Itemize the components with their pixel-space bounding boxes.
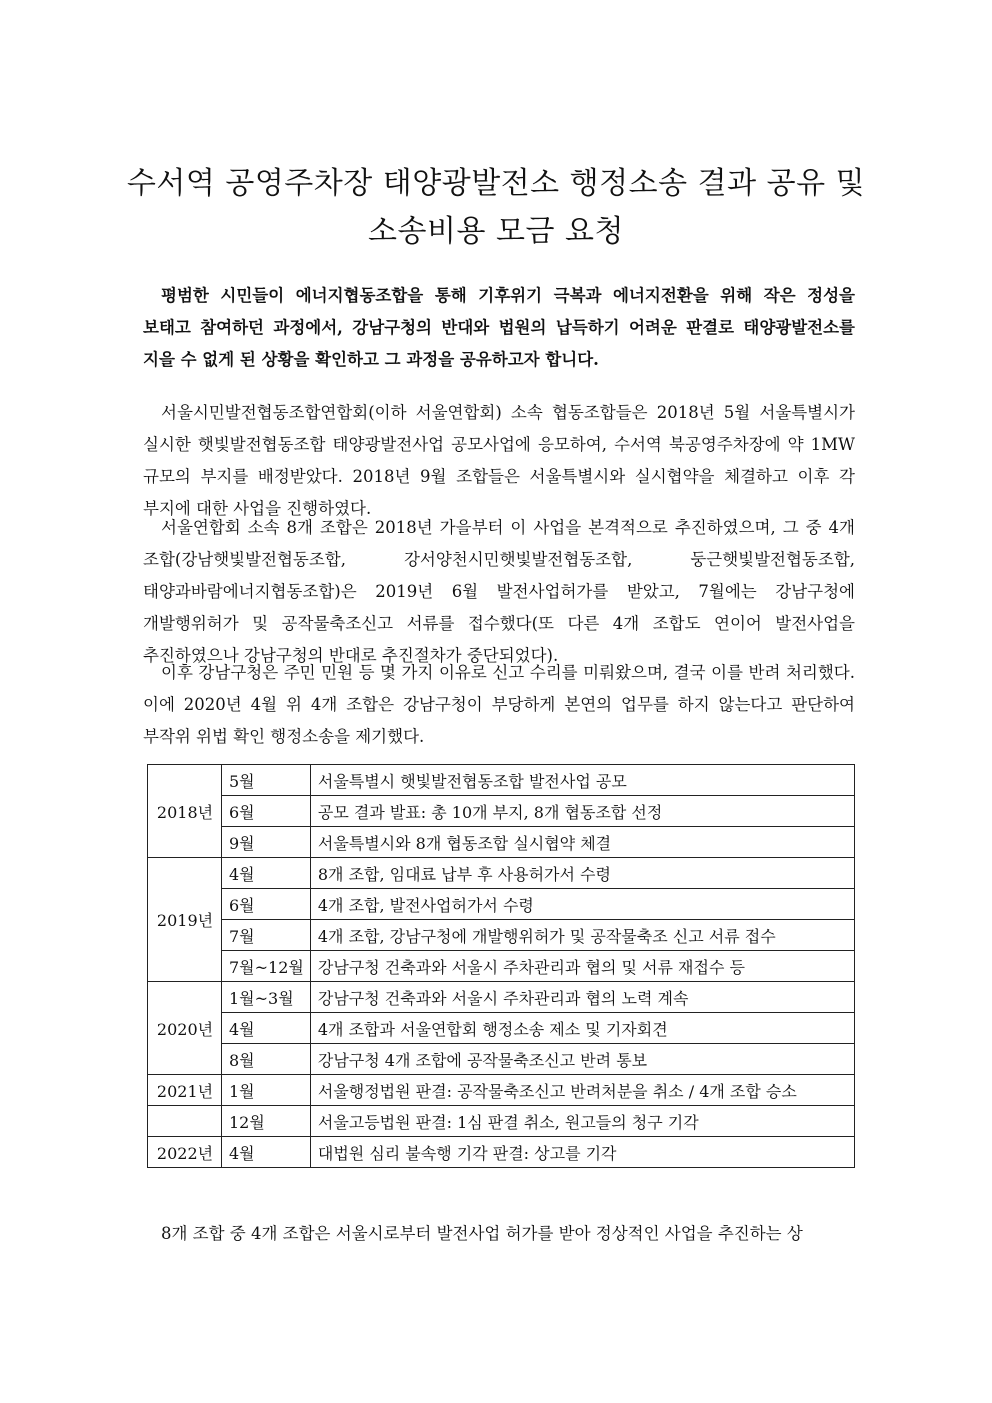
month-cell: 1월~3월 [222, 982, 311, 1013]
event-cell: 서울고등법원 판결: 1심 판결 취소, 원고들의 청구 기각 [310, 1106, 854, 1137]
paragraph-background: 서울시민발전협동조합연합회(이하 서울연합회) 소속 협동조합들은 2018년 5월 서울특별시가 실시한 햇빛발전협동조합 태양광발전사업 공모사업에 응모하여, 수서역 북공영주차장에 약 1MW 규모의 부지를 배정받았다. 2018년 9월 조합들은 서울특별시와 실시협약을 체결하고 이후 각 부지에 대한 사업을 진행하였다. [143, 403, 855, 518]
table-row [148, 796, 855, 827]
title-line-1: 수서역 공영주차장 태양광발전소 행정소송 결과 공유 및 [126, 166, 866, 201]
event-cell: 강남구청 건축과와 서울시 주차관리과 협의 및 서류 재접수 등 [310, 951, 854, 982]
event-cell: 강남구청 건축과와 서울시 주차관리과 협의 노력 계속 [310, 982, 854, 1013]
year-cell: 2019년 [148, 858, 222, 982]
title-line-2: 소송비용 모금 요청 [368, 214, 624, 249]
month-cell: 1월 [222, 1075, 311, 1106]
paragraph-lawsuit: 이후 강남구청은 주민 민원 등 몇 가지 이유로 신고 수리를 미뤄왔으며, 결국 이를 반려 처리했다. 이에 2020년 4월 위 4개 조합은 강남구청이 부당하게 본연의 업무를 하지 않는다고 판단하여 부작위 위법 확인 행정소송을 제기했다. [143, 663, 855, 746]
timeline-table [147, 764, 855, 1168]
table-row [148, 1013, 855, 1044]
month-cell: 4월 [222, 858, 311, 889]
event-cell: 4개 조합, 강남구청에 개발행위허가 및 공작물축조 신고 서류 접수 [310, 920, 854, 951]
paragraph-progress: 서울연합회 소속 8개 조합은 2018년 가을부터 이 사업을 본격적으로 추진하였으며, 그 중 4개 조합(강남햇빛발전협동조합, 강서양천시민햇빛발전협동조합, 둥근햇빛발전협동조합, 태양과바람에너지협동조합)은 2019년 6월 발전사업허가를 받았고, 7월에는 강남구청에 개발행위허가 및 공작물축조신고 서류를 접수했다(또 다른 4개 조합도 연이어 발전사업을 추진하였으나 강남구청의 반대로 추진절차가 중단되었다). [143, 518, 855, 665]
intro-paragraph: 평범한 시민들이 에너지협동조합을 통해 기후위기 극복과 에너지전환을 위해 작은 정성을 보태고 참여하던 과정에서, 강남구청의 반대와 법원의 납득하기 어려운 판결로 태양광발전소를 지을 수 없게 된 상황을 확인하고 그 과정을 공유하고자 합니다. [143, 286, 855, 369]
year-cell: 2022년 [148, 1137, 222, 1168]
year-cell: 2020년 [148, 982, 222, 1075]
month-cell: 4월 [222, 1137, 311, 1168]
event-cell: 대법원 심리 불속행 기각 판결: 상고를 기각 [310, 1137, 854, 1168]
month-cell: 12월 [222, 1106, 311, 1137]
table-row [148, 982, 855, 1013]
month-cell: 5월 [222, 765, 311, 796]
table-row [148, 1106, 855, 1137]
event-cell: 4개 조합과 서울연합회 행정소송 제소 및 기자회견 [310, 1013, 854, 1044]
table-row [148, 858, 855, 889]
month-cell: 8월 [222, 1044, 311, 1075]
table-row [148, 1137, 855, 1168]
event-cell: 공모 결과 발표: 총 10개 부지, 8개 협동조합 선정 [310, 796, 854, 827]
table-row [148, 951, 855, 982]
document-title [100, 160, 892, 256]
year-cell-empty [148, 1106, 222, 1137]
event-cell: 강남구청 4개 조합에 공작물축조신고 반려 통보 [310, 1044, 854, 1075]
table-row [148, 827, 855, 858]
table-row [148, 889, 855, 920]
table-row [148, 1075, 855, 1106]
year-cell: 2018년 [148, 765, 222, 858]
paragraph-status: 8개 조합 중 4개 조합은 서울시로부터 발전사업 허가를 받아 정상적인 사업을 추진하는 상 [161, 1224, 803, 1243]
month-cell: 7월 [222, 920, 311, 951]
month-cell: 6월 [222, 889, 311, 920]
month-cell: 7월~12월 [222, 951, 311, 982]
event-cell: 4개 조합, 발전사업허가서 수령 [310, 889, 854, 920]
event-cell: 8개 조합, 임대료 납부 후 사용허가서 수령 [310, 858, 854, 889]
year-cell: 2021년 [148, 1075, 222, 1106]
table-row [148, 765, 855, 796]
table-row [148, 1044, 855, 1075]
event-cell: 서울특별시 햇빛발전협동조합 발전사업 공모 [310, 765, 854, 796]
event-cell: 서울행정법원 판결: 공작물축조신고 반려처분을 취소 / 4개 조합 승소 [310, 1075, 854, 1106]
month-cell: 4월 [222, 1013, 311, 1044]
month-cell: 6월 [222, 796, 311, 827]
event-cell: 서울특별시와 8개 협동조합 실시협약 체결 [310, 827, 854, 858]
table-row [148, 920, 855, 951]
month-cell: 9월 [222, 827, 311, 858]
